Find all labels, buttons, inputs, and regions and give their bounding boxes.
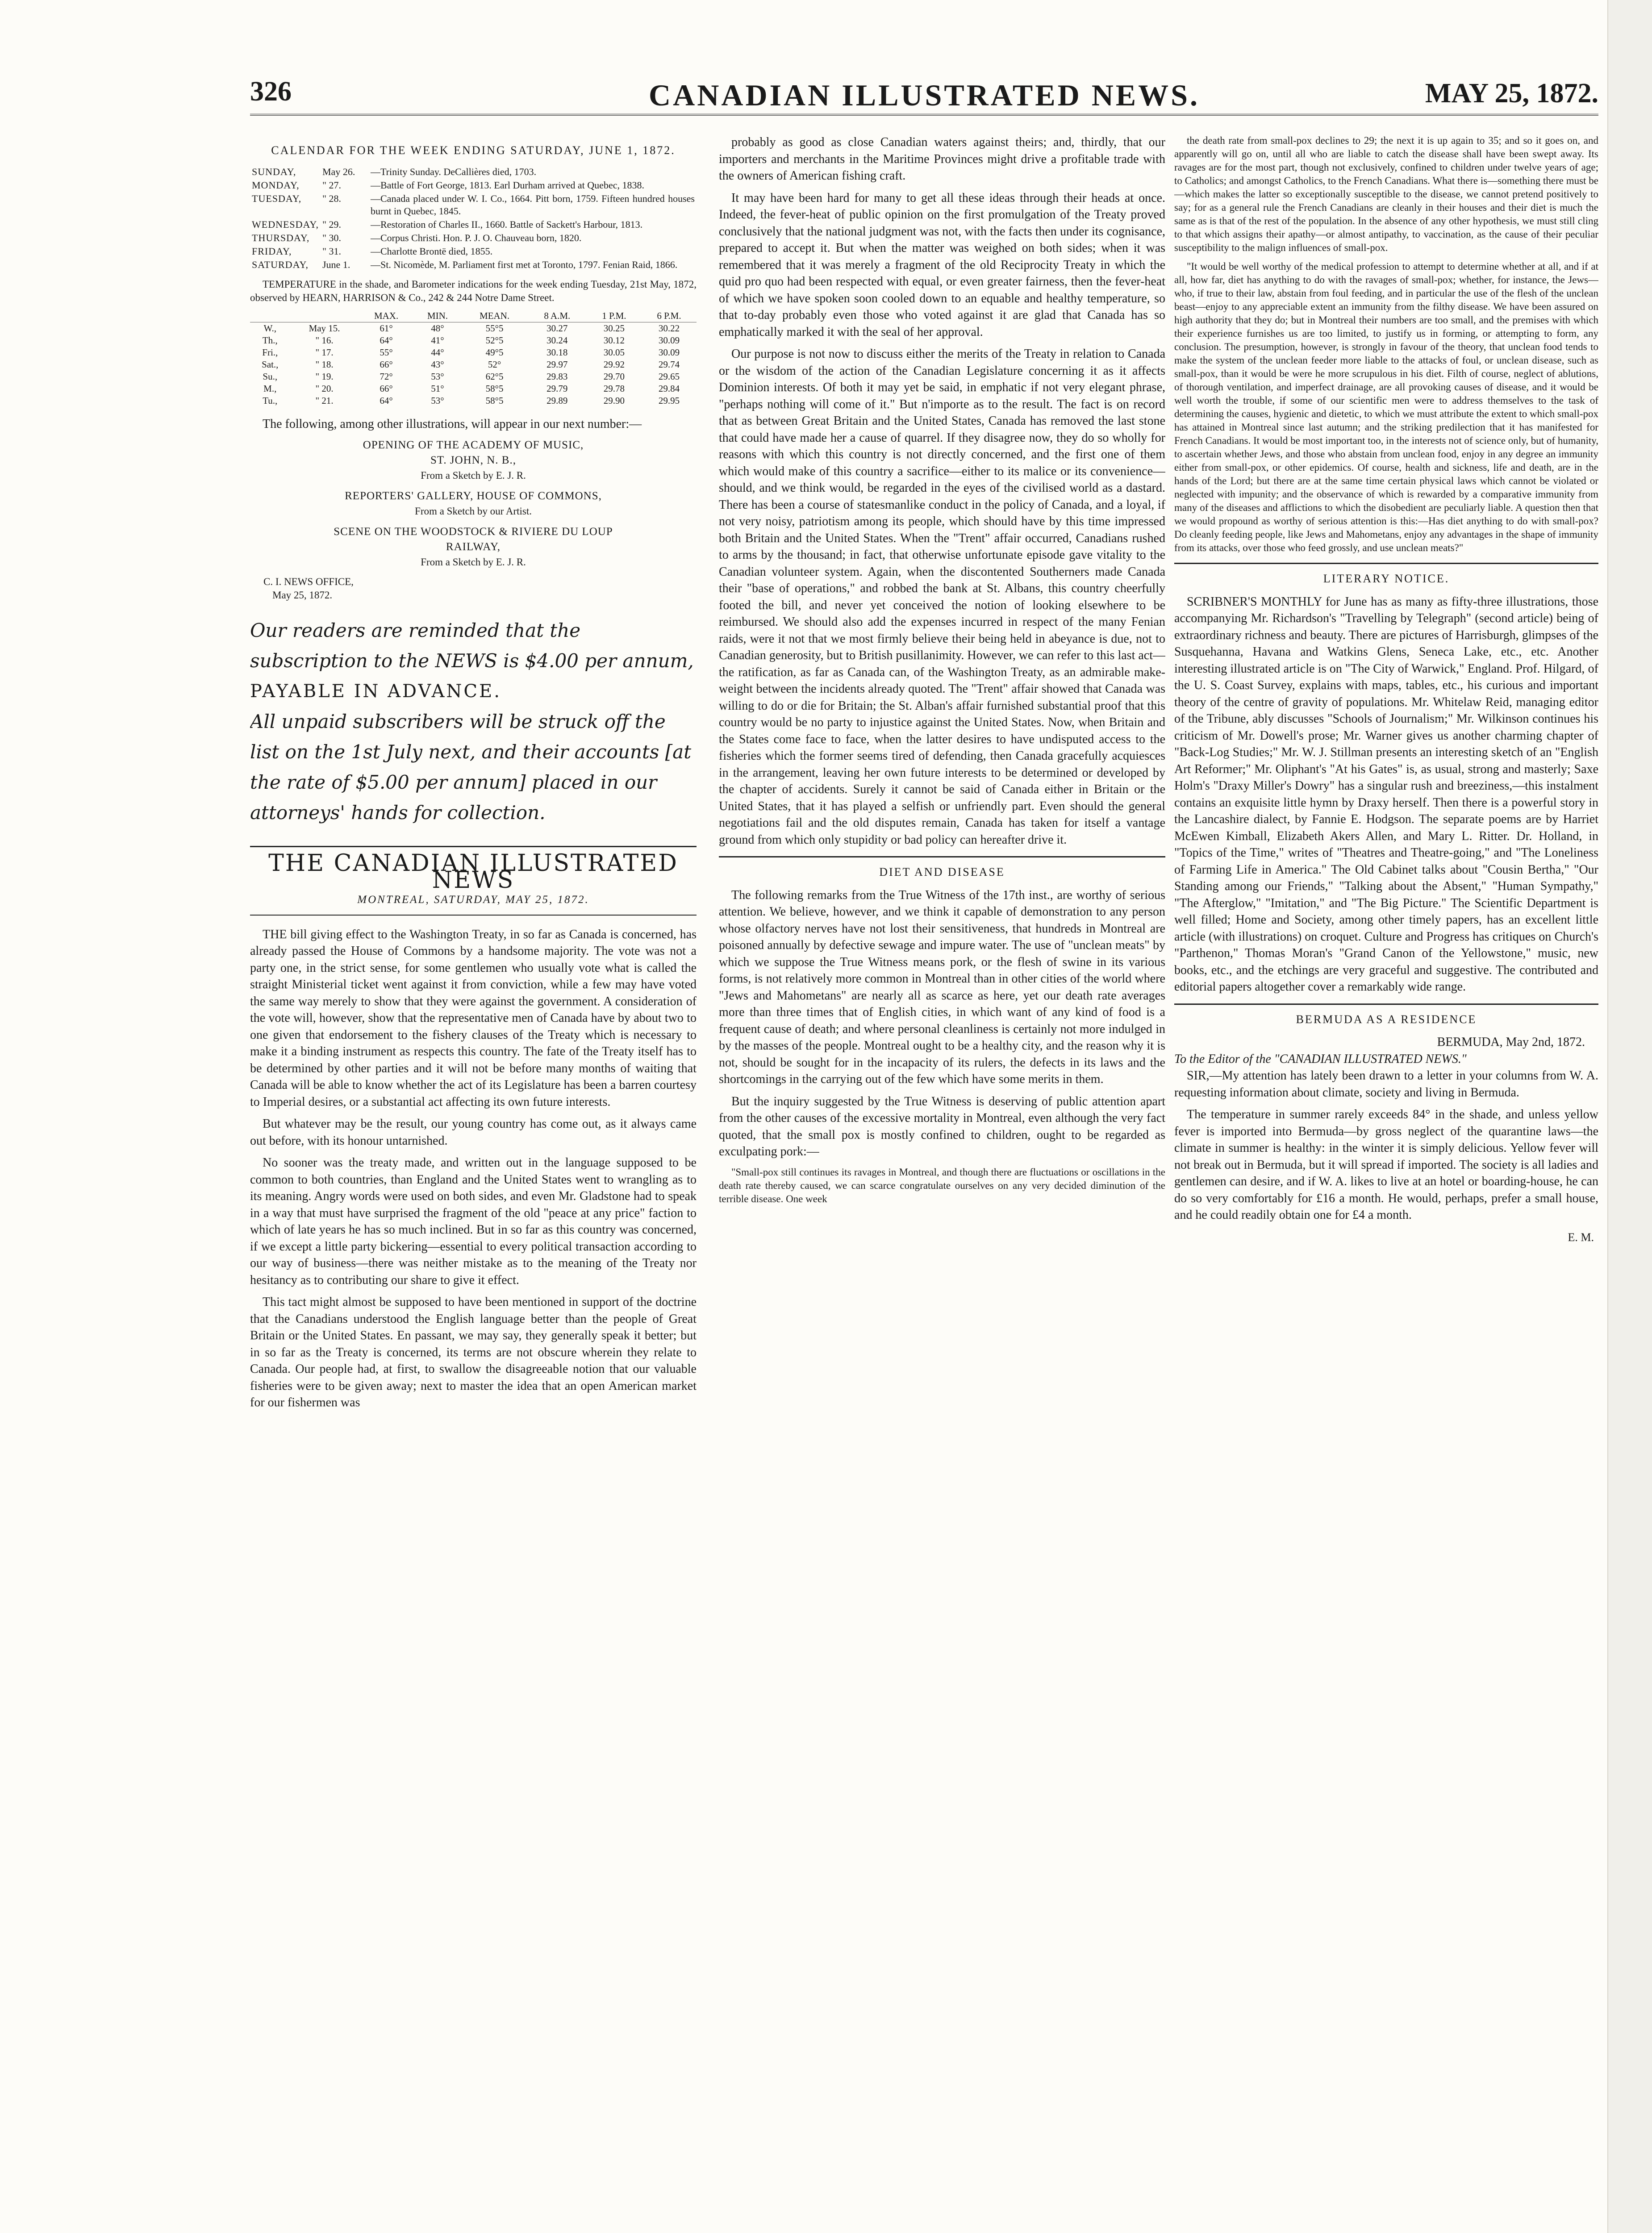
notice-line-1: Our readers are reminded that the subscription to the NEWS is $4.00 per annum,	[250, 619, 694, 672]
temperature-cell: 64°	[380, 395, 393, 406]
temperature-row	[250, 335, 697, 347]
illustration-title-2: RAILWAY,	[446, 541, 501, 553]
bermuda-paragraph: The temperature in summer rarely exceeds 84° in the shade, and unless yellow fever is imported into Bermuda—by gross neglect of the quarantine laws—the climate in summer is healthy: in the winter it is simply delicious. Yellow fever will not break out in Bermuda, but it will spread if imported. The society is all ladies and gentlemen can desire, and if W. A. likes to live at an hotel or boarding-house, he can do so very comfortably for £16 a month. He would, perhaps, prefer a small house, and he could readily obtain one for £4 a month.	[1174, 1108, 1598, 1222]
editorial-paragraph: Our purpose is not now to discuss either the merits of the Treaty in relation to Canada or the wisdom of the action of the Canadian Legislature concerning it as it affects Dominion interests. Of both it may yet be said, in emphatic if not very elegant phrase, "perhaps nothing will come of it." But n'importe as to the result. The fact is on record that as between Great Britain and the United States, Canada has removed the last stone that could have made her a cause of quarrel. If they disagree now, they do so wholly for reasons with which this country is not directly concerned, and the first one of them which would make of this country a sacrifice—either to its malice or its convenience—should, and we think would, be regarded in the eyes of the civilised world as a dastard. There has been a course of statesmanlike conduct in the policy of Canada, and a loyal, if not very noisy, patriotism among its people, which should have by this time impressed both Britain and the United States. When the "Trent" affair occurred, Canadians rushed to arms by the thousand; in fact, that otherwise unfortunate episode gave vitality to the Canadian volunteer system. Again, when the discontented Southerners made Canada their "base of operations," and robbed the bank at St. Albans, this country cheerfully footed the bill, and never yet conceived the notion of looking elsewhere to be reimbursed. We should also add the expenses incurred in respect of the many Fenian raids, were it not that we most firmly believe their being held in abeyance is due, not to Canadian generosity, but to British pusillanimity. However, we can refer to this last act—the ratification, as far as Canada can, of the Washington Treaty, as an admirable make-weight between the incidents already quoted. The "Trent" affair showed that Canada was willing to do or die for Britain; the St. Alban's affair furnished substantial proof that this country would be no party to injustice against the United States. Now, when Britain and the States come face to face, when the latter desires to have undisputed access to the fisheries which the former seems tired of defending, then Canada gracefully acquiesces in the arrangement, leaving her own future interests to be determined or developed by the chapter of accidents. Surely it cannot be said of Canada either in Britain or the United States, that it has played a selfish or unfriendly part. Even should the general negotiations fail and the old disputes remain, Canada has taken for itself a vantage ground from which only stupidity or bad policy can hereafter drive it.	[719, 347, 1165, 847]
temperature-row	[250, 395, 697, 407]
notice-line-3: All unpaid subscribers will be struck off the list on the 1st July next, and their accounts [at the rate of $5.00 per annum] placed in our attorneys' hands for collection.	[250, 711, 692, 824]
calendar-event: —St. Nicomède, M. Parliament first met at Toronto, 1797. Fenian Raid, 1866.	[371, 259, 678, 270]
calendar-day: FRIDAY,	[252, 245, 292, 257]
temperature-cell: 30.18	[546, 347, 568, 358]
temperature-cell: 29.84	[658, 383, 680, 394]
illustration-credit: From a Sketch by E. J. R.	[421, 470, 526, 481]
calendar-event: —Canada placed under W. I. Co., 1664. Pitt born, 1759. Fifteen hundred houses burnt in Quebec, 1845.	[371, 192, 695, 217]
calendar-day: SATURDAY,	[252, 259, 309, 270]
calendar-event: —Corpus Christi. Hon. P. J. O. Chauveau born, 1820.	[371, 232, 582, 243]
temperature-cell: 29.79	[546, 383, 568, 394]
calendar-event: —Trinity Sunday. DeCallières died, 1703.	[371, 166, 537, 177]
temperature-cell: 52°5	[485, 335, 504, 346]
calendar-day: MONDAY,	[252, 179, 300, 191]
temperature-cell: 29.89	[546, 395, 568, 406]
masthead-dateline: MONTREAL, SATURDAY, MAY 25, 1872.	[250, 891, 697, 916]
temperature-cell: 48°	[431, 322, 444, 334]
illustration-title: OPENING OF THE ACADEMY OF MUSIC,	[363, 439, 584, 451]
temperature-cell: 61°	[380, 322, 393, 334]
temperature-cell: 29.97	[546, 359, 568, 370]
illustration-title: REPORTERS' GALLERY, HOUSE OF COMMONS,	[345, 490, 602, 502]
temperature-header: MIN.	[414, 310, 462, 322]
temperature-cell: Tu.,	[263, 395, 278, 406]
illustration-credit: From a Sketch by E. J. R.	[421, 556, 526, 568]
temperature-cell: M.,	[263, 383, 277, 394]
temperature-cell: " 17.	[315, 347, 334, 358]
temperature-cell: 52°	[488, 359, 501, 370]
temperature-cell: 30.12	[603, 335, 625, 346]
diet-quote-start: "Small-pox still continues its ravages in Montreal, and though there are fluctuations or oscillations in the death rate thereby caused, we can scarce congratulate ourselves on any very decided diminution of the terrible disease. One week	[719, 1166, 1165, 1204]
literary-heading: LITERARY NOTICE.	[1174, 563, 1598, 587]
temperature-row	[250, 383, 697, 395]
temperature-cell: 43°	[431, 359, 444, 370]
diet-quote-paragraph: "It would be well worthy of the medical profession to attempt to determine whether at all, and if at all, how far, diet has anything to do with the ravages of small-pox; whether, for instance, the Jews—who, if true to their law, abstain from foul feeding, and in particular the use of the flesh of the unclean beast—enjoy to any appreciable extent an immunity from the filthy disease. We have been assured on high authority that they do; but in Montreal their numbers are too small, and the premises with which their experience furnishes us are too limited, to justify us in forming, or attempting to form, any conclusion. The presumption, however, is strongly in favour of the theory, that unclean food tends to make the system of the unclean feeder more liable to the attacks of foul, or unclean disease, such as small-pox, than it would be were he more scrupulous in his diet. Filth of course, neglect of ablutions, of thorough ventilation, and imperfect drainage, are all provoking causes of disease, and it would be well worth the trouble, if some of our scientific men were to address themselves to the task of determining the causes, hygienic and dietetic, to which we must attribute the extent to which small-pox has attained in Montreal since last autumn; and the striking predilection that it has manifested for French Canadians. It would be most important too, in the interests not of science only, but of humanity, to ascertain whether Jews, and those who abstain from unclean food, enjoy in any degree an immunity either from small-pox, or other epidemics. Of course, health and sickness, life and death, are in the hands of the Lord; but there are at the same time certain physical laws which cannot be violated or neglected with impunity; and the observance of which is rewarded by a comparative immunity from many of the diseases and afflictions to which the disobedient are peculiarly liable. A question then that we would propound as worthy of serious attention is this:—Has diet anything to do with small-pox? Do cleanly feeding people, like Jews and Mahometans, enjoy any advantages in the shape of immunity from its attacks, over those who feed grossly, and use unclean meats?"	[1174, 261, 1598, 553]
literary-text: SCRIBNER'S MONTHLY for June has as many as fifty-three illustrations, those accompanying Mr. Richardson's "Travelling by Telegraph" (second article) being of extraordinary richness and beauty. There are pictures of Harrisburgh, glimpses of the Susquehanna, Havana and Watkins Glens, Seneca Lake, etc., etc. Another interesting illustrated article is on "The City of Warwick," England. Prof. Hilgard, of the U. S. Coast Survey, explains with maps, tables, etc., his curious and important theory of the centre of gravity of populations. Mr. Whitelaw Reid, managing editor of the Tribune, ably discusses "Schools of Journalism;" Mr. Wilkinson continues his criticism of Mr. Dowell's prose; Mr. Warner gives us another charming chapter of "Back-Log Studies;" Mr. W. J. Stillman presents an interesting sketch of an "English Art Reformer;" Mr. Oliphant's "At his Gates" is, as usual, strong and masterly; Saxe Holm's "Draxy Miller's Dowry" has a singular rush and breeziness,—this instalment contains an exquisite little hymn by Draxy herself. Then there is a powerful story in the Lancashire dialect, by Fannie E. Hodgson. The separate poems are by Harriet McEwen Kimball, Elizabeth Akers Allen, and Mary L. Ritter. Dr. Holland, in "Topics of the Time," writes of "Theatres and Theatre-going," and "The Loneliness of Farming Life in America." The Old Cabinet talks about "Cousin Bertha," "Our Standing among our Friends," "Talking about the Absent," "Human Sympathy," "The Afterglow," "Imitation," and "The Big Picture." The Scientific Department is well filled; Home and Society, among other timely papers, has an excellent little article (with illustrations) on croquet. Culture and Progress has critiques on Church's "Parthenon," Thomas Moran's "Grand Canon of the Yellowstone," music, new books, etc., and the etchings are very graceful and suggestive. The contributed and editorial papers altogether cover a remarkably wide range.	[1174, 594, 1598, 994]
temperature-cell: 29.95	[658, 395, 680, 406]
bermuda-paragraph: SIR,—My attention has lately been drawn to a letter in your columns from W. A. requesting information about climate, society and living in Bermuda.	[1174, 1069, 1598, 1100]
temperature-cell: 29.83	[546, 371, 568, 382]
temperature-cell: 29.70	[603, 371, 625, 382]
temperature-cell: " 18.	[315, 359, 334, 370]
editorial-paragraph: THE bill giving effect to the Washington Treaty, in so far as Canada is concerned, has already passed the House of Commons by a handsome majority. The vote was not a party one, in the strict sense, for some gentlemen who usually vote what is called the straight Ministerial ticket went against it from conviction, while a few may have voted the same way merely to show that they were against the government. A consideration of the vote will, however, show that the representative men of Canada have by about two to one given that endorsement to the fishery clauses of the Treaty which is necessary to make it a binding instrument as respects this country. The fate of the Treaty itself has to be determined by other parties and it will not be before many months of waiting that Canada will be able to know whether the act of its Legislature has been a barren courtesy to Imperial desires, or a substantial act affecting its own future interests.	[250, 927, 697, 1109]
issue-date: MAY 25, 1872.	[1425, 78, 1598, 109]
calendar-row	[250, 231, 697, 245]
temperature-cell: 51°	[431, 383, 444, 394]
temperature-cell: 30.24	[546, 335, 568, 346]
notice-payable: PAYABLE IN ADVANCE.	[250, 681, 501, 702]
temperature-cell: 29.65	[658, 371, 680, 382]
calendar-date: " 29.	[322, 218, 341, 230]
calendar-table	[250, 165, 697, 272]
temperature-cell: 29.92	[603, 359, 625, 370]
temperature-cell: 58°5	[485, 395, 504, 406]
calendar-row	[250, 218, 697, 231]
bermuda-body	[1174, 1067, 1598, 1224]
column-middle	[719, 134, 1165, 2206]
temperature-cell: " 20.	[315, 383, 334, 394]
bermuda-dateline: BERMUDA, May 2nd, 1872.	[1437, 1035, 1585, 1049]
temperature-cell: 66°	[380, 359, 393, 370]
temperature-cell: " 21.	[315, 395, 334, 406]
illustration-credit: From a Sketch by our Artist.	[415, 506, 532, 517]
temperature-intro: TEMPERATURE in the shade, and Barometer indications for the week ending Tuesday, 21st May, 1872, observed by HEARN, HARRISON & Co., 242 & 244 Notre Dame Street.	[250, 278, 697, 303]
editorial-paragraph: It may have been hard for many to get all these ideas through their heads at once. Indeed, the fever-heat of public opinion on the first promulgation of the Treaty proved conclusively that the national judgment was not, with the facts then under its cognisance, prepared to accept it. But when the matter was weighed on both sides; when it was remembered that it was merely a fragment of the old Reciprocity Treaty in which the quid pro quo had been respected with equal, or even greater fairness, then the fever-heat of which we have spoken soon cooled down to an equable and healthy temperature, so that to-day probably even those who voted against it are glad that Canada has so emphatically marked it with the seal of her approval.	[719, 191, 1165, 339]
calendar-date: " 31.	[322, 245, 341, 257]
calendar-row	[250, 192, 697, 218]
calendar-date: " 30.	[322, 232, 341, 243]
diet-quote-continued	[1174, 134, 1598, 555]
temperature-cell: 30.22	[658, 322, 680, 334]
temperature-cell: 53°	[431, 395, 444, 406]
illustrations-intro: The following, among other illustrations, will appear in our next number:—	[263, 417, 642, 431]
calendar-date: " 28.	[322, 192, 341, 204]
editorial-body	[250, 926, 697, 1411]
calendar-day: TUESDAY,	[252, 192, 302, 204]
temperature-cell: 58°5	[485, 383, 504, 394]
bermuda-to-editor: To the Editor of the "CANADIAN ILLUSTRATED NEWS."	[1174, 1052, 1467, 1066]
office-note	[263, 575, 697, 602]
temperature-header	[250, 310, 290, 322]
temperature-cell: 53°	[431, 371, 444, 382]
temperature-cell: 30.25	[603, 322, 625, 334]
bermuda-heading: BERMUDA AS A RESIDENCE	[1174, 1004, 1598, 1028]
illustration-item	[250, 489, 697, 519]
temperature-cell: 55°5	[485, 322, 504, 334]
calendar-event: —Charlotte Brontë died, 1855.	[371, 245, 493, 257]
temperature-cell: 41°	[431, 335, 444, 346]
calendar-row	[250, 179, 697, 192]
temperature-cell: 30.09	[658, 335, 680, 346]
temperature-cell: 55°	[380, 347, 393, 358]
calendar-event: —Battle of Fort George, 1813. Earl Durham arrived at Quebec, 1838.	[371, 179, 644, 191]
scan-margin	[1607, 0, 1652, 2233]
page-number: 326	[250, 76, 292, 107]
temperature-header: MEAN.	[461, 310, 527, 322]
illustration-title-2: ST. JOHN, N. B.,	[430, 454, 516, 466]
temperature-cell: 29.90	[603, 395, 625, 406]
calendar-day: THURSDAY,	[252, 232, 310, 243]
temperature-row	[250, 347, 697, 359]
temperature-cell: W.,	[263, 322, 276, 334]
temperature-cell: 30.05	[603, 347, 625, 358]
temperature-cell: 29.78	[603, 383, 625, 394]
diet-disease-heading: DIET AND DISEASE	[719, 856, 1165, 881]
temperature-cell: 29.74	[658, 359, 680, 370]
temperature-cell: 30.09	[658, 347, 680, 358]
temperature-header: 6 P.M.	[642, 310, 697, 322]
editorial-paragraph: No sooner was the treaty made, and written out in the language supposed to be common to both countries, than England and the United States went to wrangling as to its meaning. Angry words were used on both sides, and even Mr. Gladstone had to speak in a way that must have surprised the fragment of the old "peace at any price" faction to which of late years he has so much inclined. But in so far as this country was concerned, if we except a little party bickering—essential to every political transaction according to our way of business—there was neither mistake as to the meaning of the Treaty nor hesitancy as to contributing our share to give it effect.	[250, 1156, 697, 1287]
temperature-header: 1 P.M.	[587, 310, 642, 322]
illustration-item	[250, 438, 697, 483]
editorial-continued	[719, 134, 1165, 848]
temperature-cell: 64°	[380, 335, 393, 346]
header-rule	[250, 114, 1598, 116]
column-right	[1174, 134, 1598, 2206]
temperature-cell: 30.27	[546, 322, 568, 334]
temperature-row	[250, 371, 697, 383]
temperature-cell: Sat.,	[262, 359, 279, 370]
temperature-cell: " 19.	[315, 371, 334, 382]
bermuda-signature: E. M.	[1568, 1230, 1594, 1244]
editorial-paragraph: This tact might almost be supposed to have been mentioned in support of the doctrine that the Canadians understood the English language better than the people of Great Britain or the United States. En passant, we may say, they generally speak it better; but in so far as the Treaty is concerned, its terms are not obscure wherein they relate to Canada. Our people had, at first, to swallow the disagreeable notion that our valuable fisheries were to be given away; next to master the idea that an open American market for our fishermen was	[250, 1295, 697, 1409]
calendar-row	[250, 258, 697, 272]
diet-paragraph: But the inquiry suggested by the True Witness is deserving of public attention apart from the other causes of the excessive mortality in Montreal, even although the very fact quoted, that the small pox is mostly confined to children, ought to be regarded as exculpating pork:—	[719, 1094, 1165, 1158]
newspaper-title: CANADIAN ILLUSTRATED NEWS.	[649, 78, 1200, 112]
temperature-header	[290, 310, 359, 322]
temperature-cell: 49°5	[485, 347, 504, 358]
editorial-paragraph: probably as good as close Canadian waters against theirs; and, thirdly, that our importers and merchants in the Maritime Provinces might drive a profitable trade with the owners of American fishing craft.	[719, 135, 1165, 183]
temperature-row	[250, 322, 697, 335]
illustrations-list	[250, 438, 697, 570]
calendar-date: " 27.	[322, 179, 341, 191]
page-header	[250, 71, 1598, 125]
calendar-day: SUNDAY,	[252, 166, 296, 177]
temperature-row	[250, 359, 697, 371]
diet-paragraph: The following remarks from the True Witness of the 17th inst., are worthy of serious attention. We believe, however, and we think it capable of demonstration to any person whose olfactory nerves have not lost their sensitiveness, that hundreds in Montreal are poisoned annually by defective sewage and impure water. The use of "unclean meats" by which we suppose the True Witness means pork, or the flesh of swine in its various forms, is not relatively more common in Montreal than in other cities of the world where "Jews and Mahometans" are nearly all as scarce as here, yet our death rate averages more than three times that of English cities, in which want of any kind of food is a frequent cause of death; and where personal cleanliness is certainly not more indulged in by the masses of the people. Montreal ought to be a healthy city, and the reason why it is not, should be sought for in the incapacity of its rulers, the defects in its laws and the shortcomings in the carrying out of the few which have some merits in them.	[719, 888, 1165, 1086]
calendar-heading: CALENDAR FOR THE WEEK ENDING SATURDAY, JUNE 1, 1872.	[271, 144, 676, 157]
illustration-title: SCENE ON THE WOODSTOCK & RIVIERE DU LOUP	[334, 526, 613, 538]
calendar-day: WEDNESDAY,	[252, 218, 319, 230]
temperature-table	[250, 310, 697, 407]
subscription-notice	[250, 615, 697, 828]
column-left	[250, 134, 697, 2197]
temperature-header: 8 A.M.	[528, 310, 587, 322]
temperature-cell: 62°5	[485, 371, 504, 382]
calendar-row	[250, 245, 697, 258]
temperature-cell: Su.,	[263, 371, 278, 382]
temperature-cell: " 16.	[315, 335, 334, 346]
temperature-cell: 44°	[431, 347, 444, 358]
masthead: THE CANADIAN ILLUSTRATED NEWS	[250, 846, 697, 889]
temperature-cell: 72°	[380, 371, 393, 382]
calendar-date: June 1.	[322, 259, 350, 270]
diet-quote-paragraph: the death rate from small-pox declines to 29; the next it is up again to 35; and so it goes on, and apparently will go on, until all who are liable to catch the disease shall have been swept away. Its ravages are for the most part, though not exclusively, confined to children under twelve years of age; to Catholics; and amongst Catholics, to the French Canadians. What there is—something there must be—which makes the latter so exceptionally susceptible to the disease, we cannot pretend positively to say; for as a general rule the French Canadians are cleanly in their houses and their diet is much the same as is that of the rest of the population. In the absence of any other hypothesis, we must still cling to that which assigns their apathy—or almost antipathy, to vaccination, as the cause of their peculiar susceptibility to the malign influences of small-pox.	[1174, 135, 1598, 253]
illustration-item	[250, 524, 697, 570]
office-date: May 25, 1872.	[272, 590, 333, 601]
temperature-cell: 66°	[380, 383, 393, 394]
office-name: C. I. NEWS OFFICE,	[263, 576, 354, 587]
calendar-row	[250, 165, 697, 179]
editorial-paragraph: But whatever may be the result, our young country has come out, as it always came out before, with its honour untarnished.	[250, 1117, 697, 1148]
temperature-header: MAX.	[359, 310, 414, 322]
calendar-event: —Restoration of Charles II., 1660. Battle of Sackett's Harbour, 1813.	[371, 218, 643, 230]
temperature-cell: May 15.	[309, 322, 340, 334]
calendar-date: May 26.	[322, 166, 355, 177]
temperature-cell: Th.,	[262, 335, 278, 346]
diet-disease-body	[719, 887, 1165, 1160]
temperature-cell: Fri.,	[262, 347, 278, 358]
